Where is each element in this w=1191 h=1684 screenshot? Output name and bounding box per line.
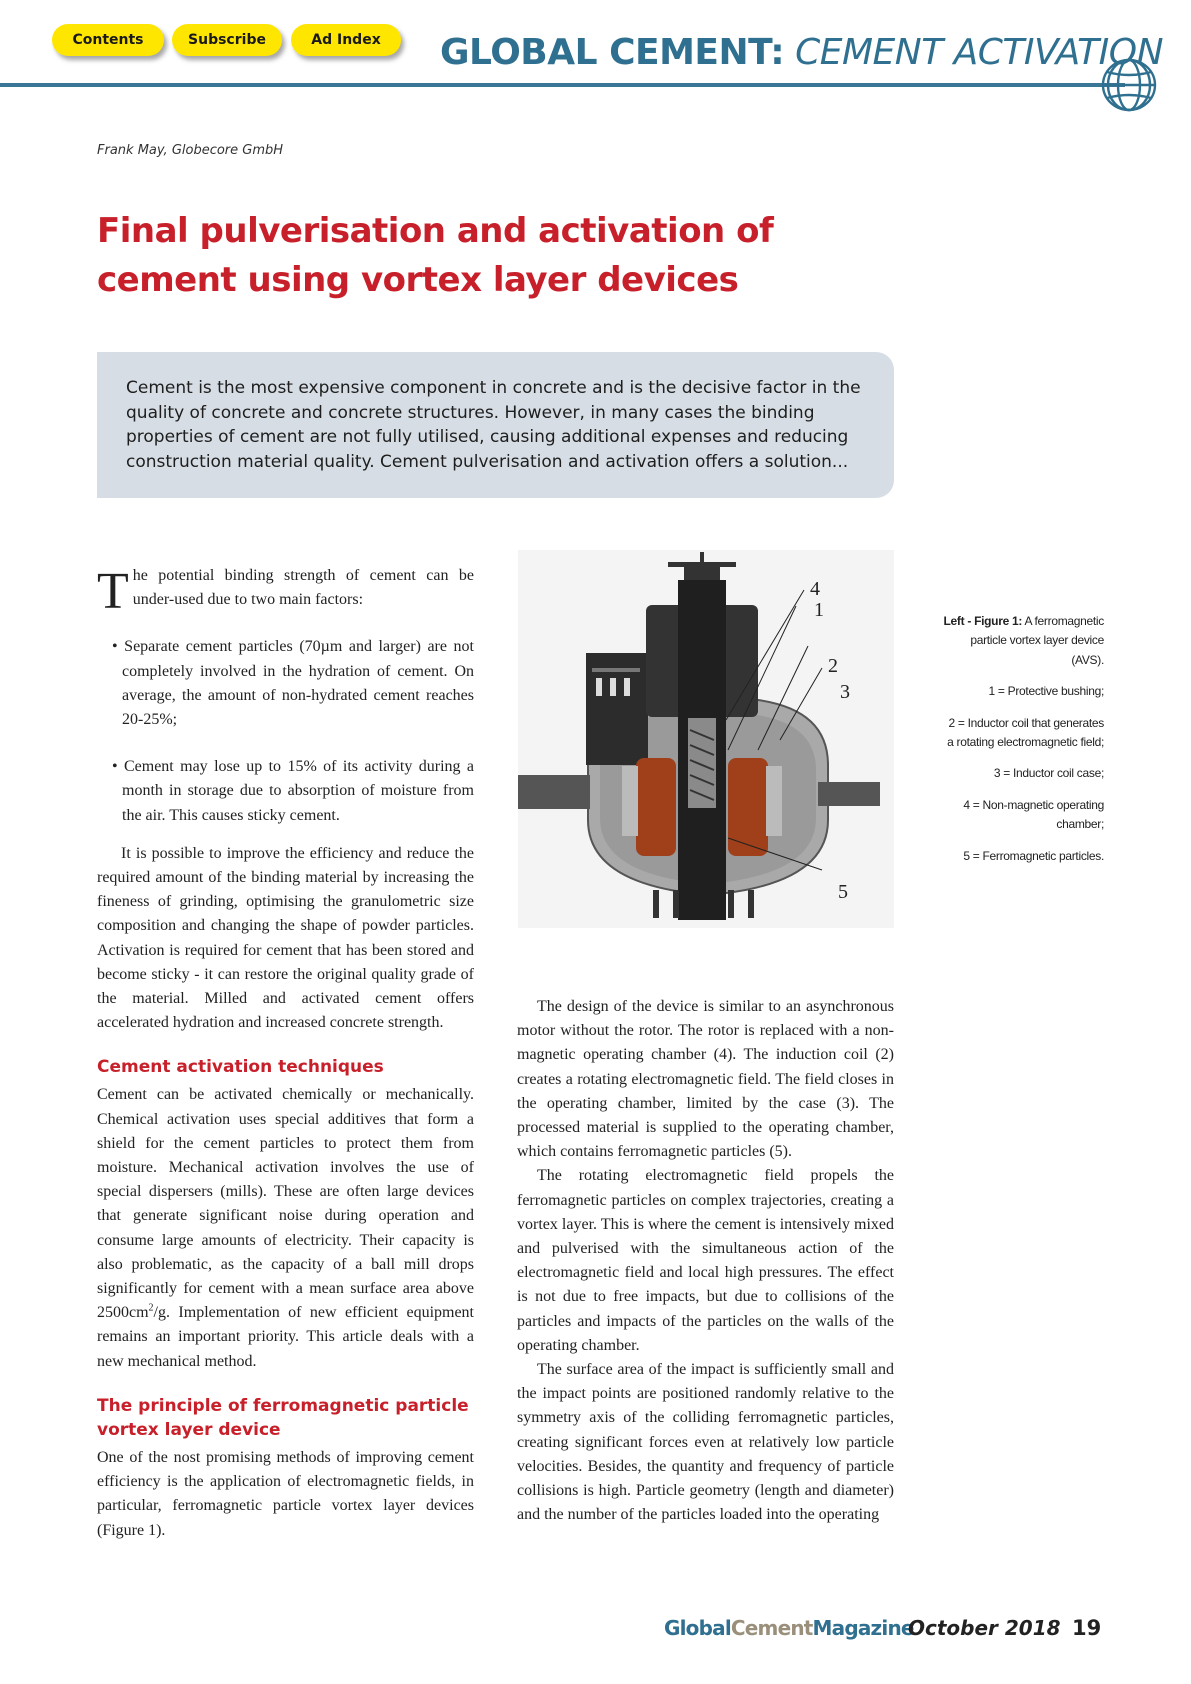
caption-item: 3 = Inductor coil case; bbox=[993, 766, 1104, 781]
header-brand: GLOBAL CEMENT: bbox=[440, 32, 785, 73]
superscript: 2 bbox=[148, 1302, 154, 1314]
bullet-item: • Cement may lose up to 15% of its activity during a month in storage due to absorption of moisture from the air. This causes sticky cement. bbox=[112, 758, 474, 824]
body-text: Cement can be activated chemically or mechanically. Chemical activation uses special additives that form a shield for the cement particles to protect them from moisture. Mechanical activation involves the use of special dispersers (mills). These are often large devices that generate significant noise during operation and consume large amounts of electricity. Their capacity is also problematic, as the capacity of a ball mill drops significantly for cement with a mean surface area above 2500cm bbox=[97, 1086, 474, 1322]
caption-item: 2 = Inductor coil that generates a rotating electromagnetic field; bbox=[947, 715, 1104, 750]
body-paragraph: The surface area of the impact is sufficiently small and the impact points are positioned randomly relative to the symmetry axis of the colliding ferromagnetic particles, creating significant forces even at relatively low particle velocities. Besides, the quantity and frequency of particle collisions is high. Particle geometry (length and diameter) and the number of the particles loaded into the operating bbox=[517, 1361, 894, 1524]
page-number: 19 bbox=[1072, 1616, 1102, 1640]
footer-magazine: Magazine bbox=[812, 1616, 914, 1640]
header-rule bbox=[0, 83, 1125, 87]
footer-global: Global bbox=[664, 1616, 731, 1640]
page-header bbox=[440, 32, 1163, 73]
contents-button[interactable]: Contents bbox=[52, 24, 164, 56]
body-paragraph: The design of the device is similar to an asynchronous motor without the rotor. The rotor is replaced with a non-magnetic operating chamber (4). The induction coil (2) creates a rotating electromagnetic field. The field closes in the operating chamber, limited by the case (3). The processed material is supplied to the operating chamber, which contains ferromagnetic particles (5). bbox=[517, 998, 894, 1161]
bullet-item: • Separate cement particles (70µm and larger) are not completely involved in the hydration of cement. On average, the amount of non-hydrated cement reaches 20-25%; bbox=[112, 638, 474, 729]
body-paragraph bbox=[97, 1083, 474, 1373]
subscribe-button[interactable]: Subscribe bbox=[172, 24, 282, 56]
footer-date: October 2018 bbox=[908, 1616, 1061, 1640]
caption-title: Left - Figure 1: bbox=[943, 614, 1023, 628]
body-paragraph: One of the nost promising methods of improving cement efficiency is the application of electromagnetic fields, in particular, ferromagnetic particle vortex layer devices (Figure 1). bbox=[97, 1448, 474, 1539]
caption-item: 5 = Ferromagnetic particles. bbox=[963, 848, 1104, 863]
right-column bbox=[517, 995, 894, 1527]
figure-label: 4 bbox=[810, 578, 820, 600]
figure-label: 3 bbox=[840, 681, 850, 703]
caption-item: 1 = Protective bushing; bbox=[988, 684, 1104, 699]
figure-caption bbox=[940, 612, 1104, 878]
caption-text: A ferromagnetic particle vortex layer device (AVS). bbox=[970, 614, 1104, 667]
byline: Frank May, Globecore GmbH bbox=[97, 143, 284, 158]
globe-icon bbox=[1098, 56, 1160, 114]
article-title: Final pulverisation and activation of cement using vortex layer devices bbox=[97, 211, 774, 300]
figure-label: 5 bbox=[838, 881, 848, 903]
header-section: CEMENT ACTIVATION bbox=[784, 32, 1164, 73]
body-paragraph: The rotating electromagnetic field propels the ferromagnetic particles on complex trajectories, creating a vortex layer. This is where the cement is intensively mixed and pulverised with the simultaneous action of the electromagnetic field and local high pressures. The effect is not due to free impacts, but due to collisions of the particles and impacts of the particles on the walls of the operating chamber. bbox=[517, 1167, 894, 1354]
footer-masthead bbox=[664, 1616, 914, 1640]
opening-text: he potential binding strength of cement can be under-used due to two main factors: bbox=[132, 567, 474, 609]
figure-label: 1 bbox=[814, 599, 824, 621]
body-paragraph: It is possible to improve the efficiency and reduce the required amount of the binding material by increasing the fineness of grinding, optimising the granulometric size composition and changing the shape of powder particles. Activation is required for cement that has been stored and become sticky - it can restore the original quality grade of the material. Milled and activated cement offers accelerated hydration and increased concrete strength. bbox=[97, 844, 474, 1032]
intro-box bbox=[97, 352, 894, 498]
section-heading: Cement activation techniques bbox=[97, 1057, 384, 1078]
device-figure bbox=[518, 550, 894, 928]
intro-text: Cement is the most expensive component in concrete and is the decisive factor in the quality of concrete and concrete structures. However, in many cases the binding properties of cement are not fully utilised, causing additional expenses and reducing construction material quality. Cement pulverisation and activation offers a solution... bbox=[126, 378, 861, 472]
caption-item: 4 = Non-magnetic operating chamber; bbox=[963, 797, 1104, 832]
ad-index-button[interactable]: Ad Index bbox=[291, 24, 401, 56]
figure-label: 2 bbox=[828, 655, 838, 677]
opening-paragraph bbox=[97, 563, 474, 620]
section-heading: The principle of ferromagnetic particle vortex layer device bbox=[97, 1395, 469, 1440]
body-text: /g. Implementation of new efficient equipment remains an important priority. This article deals with a new mechanical method. bbox=[97, 1304, 474, 1370]
drop-cap: T bbox=[97, 563, 129, 620]
left-column bbox=[97, 564, 474, 1543]
footer-cement: Cement bbox=[730, 1616, 813, 1640]
